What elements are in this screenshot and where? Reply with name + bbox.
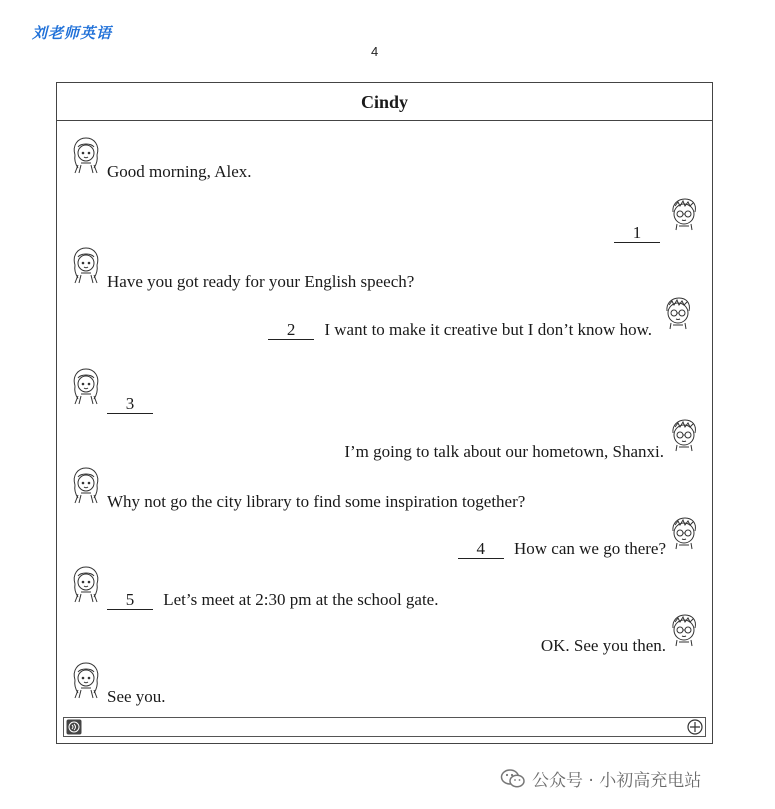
cindy-avatar-icon <box>69 245 103 285</box>
message-text: OK. See you then. <box>540 636 666 655</box>
voice-icon[interactable] <box>66 719 82 735</box>
message-cindy-5[interactable] <box>107 590 438 610</box>
message-text: I’m going to talk about our hometown, Shanxi. <box>344 442 664 461</box>
chat-title: Cindy <box>57 83 712 121</box>
plus-circle-icon[interactable] <box>687 719 703 735</box>
cindy-avatar-icon <box>69 135 103 175</box>
alex-avatar-icon <box>667 515 701 555</box>
answer-blank-2[interactable]: 2 <box>268 321 314 340</box>
message-text: Let’s meet at 2:30 pm at the school gate. <box>163 590 439 609</box>
cindy-avatar-icon <box>69 660 103 700</box>
message-input-bar[interactable] <box>63 717 706 737</box>
message-alex-4[interactable] <box>458 539 666 559</box>
alex-avatar-icon <box>667 612 701 652</box>
brand-logo: 刘老师英语 <box>32 24 113 42</box>
message-text: How can we go there? <box>514 539 666 558</box>
message-alex-1[interactable] <box>614 223 666 243</box>
chat-window <box>56 82 713 744</box>
cindy-avatar-icon <box>69 564 103 604</box>
alex-avatar-icon <box>661 295 695 335</box>
alex-avatar-icon <box>667 417 701 457</box>
cindy-avatar-icon <box>69 366 103 406</box>
message-cindy-6 <box>107 687 166 707</box>
message-text: Why not go the city library to find some inspiration together? <box>107 492 526 511</box>
watermark <box>500 766 701 791</box>
answer-blank-1[interactable]: 1 <box>614 224 660 243</box>
message-alex-3 <box>344 442 664 462</box>
message-cindy-1 <box>107 162 252 182</box>
page-number: 4 <box>371 44 379 59</box>
message-text: Have you got ready for your English speech? <box>107 272 415 291</box>
message-cindy-2 <box>107 272 414 292</box>
wechat-icon <box>500 767 526 791</box>
message-alex-5 <box>541 636 666 656</box>
answer-blank-5[interactable]: 5 <box>107 591 153 610</box>
answer-blank-4[interactable]: 4 <box>458 540 504 559</box>
cindy-avatar-icon <box>69 465 103 505</box>
watermark-text: 公众号 · 小初高充电站 <box>532 771 702 791</box>
message-text: See you. <box>107 687 166 706</box>
answer-blank-3[interactable]: 3 <box>107 395 153 414</box>
message-text: I want to make it creative but I don’t know how. <box>324 320 652 339</box>
message-cindy-4 <box>107 492 525 512</box>
message-cindy-3[interactable] <box>107 394 159 414</box>
message-text: Good morning, Alex. <box>107 162 252 181</box>
alex-avatar-icon <box>667 196 701 236</box>
message-alex-2[interactable] <box>268 320 652 340</box>
